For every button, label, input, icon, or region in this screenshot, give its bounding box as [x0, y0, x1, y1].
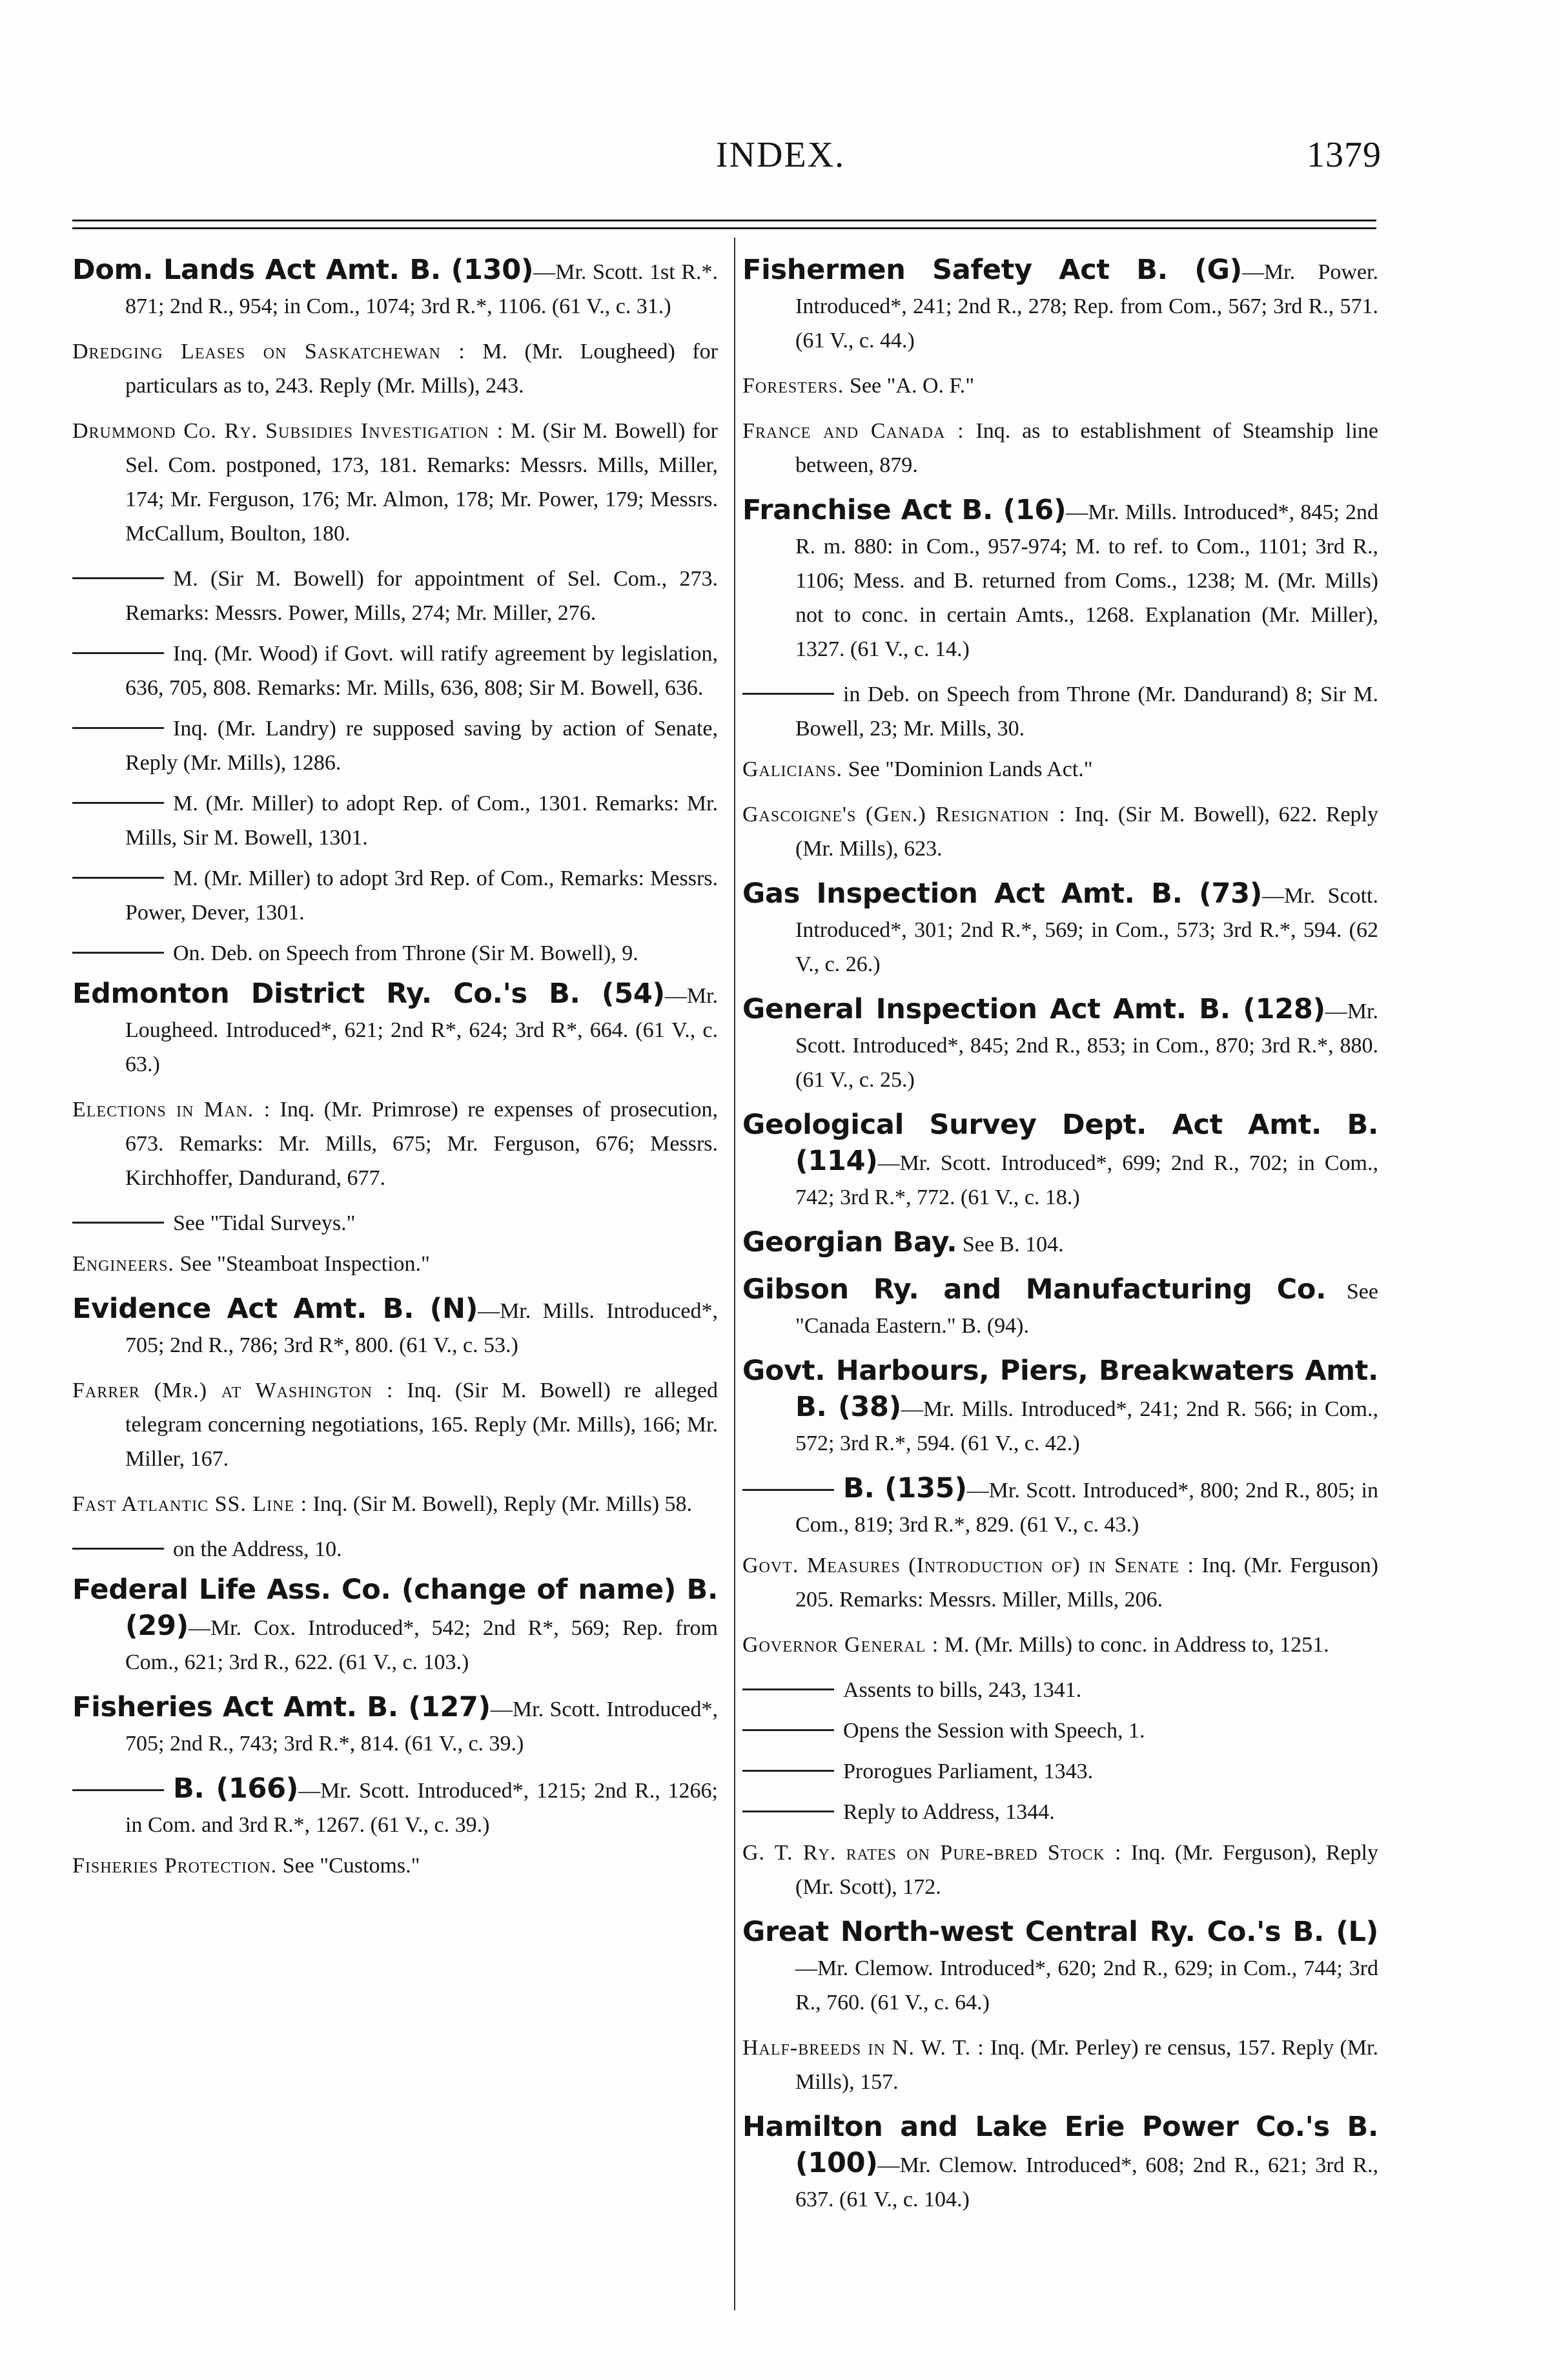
entry-text: Inq. (Mr. Primrose) re expenses of prosecution, 673. Remarks: Mr. Mills, 675; Mr. Ferguson, 676; Messrs. Kirchhoffer, Dandurand, 677.	[125, 1098, 718, 1190]
repeat-dash	[742, 1729, 834, 1731]
entry-text: See B. 104.	[957, 1233, 1064, 1257]
entry-text: —Mr. Mills. Introduced*, 705; 2nd R., 786; 3rd R*, 800. (61 V., c. 53.)	[125, 1299, 718, 1357]
entry-heading: Geological Survey Dept. Act Amt. B. (114)	[742, 1109, 1378, 1177]
repeat-dash	[72, 577, 164, 579]
repeat-dash	[72, 802, 164, 804]
index-entry	[742, 1273, 1378, 1343]
entry-text: —Mr. Scott. Introduced*, 705; 2nd R., 743; 3rd R.*, 814. (61 V., c. 39.)	[125, 1698, 718, 1756]
entry-text: Inq. (Mr. Landry) re supposed saving by action of Senate, Reply (Mr. Mills), 1286.	[125, 717, 718, 775]
header-rule-top	[72, 220, 1376, 221]
repeat-dash	[742, 1489, 834, 1491]
index-subentry	[72, 637, 718, 705]
entry-heading: Govt. Harbours, Piers, Breakwaters Amt. B. (38)	[742, 1355, 1378, 1423]
page-number: 1379	[1307, 135, 1382, 175]
entry-heading: Dredging Leases on Saskatchewan :	[72, 340, 465, 364]
entry-heading: Govt. Measures (Introduction of) in Senate :	[742, 1554, 1194, 1577]
index-entry	[742, 1548, 1378, 1617]
index-entry	[72, 1373, 718, 1476]
entry-text: —Mr. Clemow. Introduced*, 620; 2nd R., 629; in Com., 744; 3rd R., 760. (61 V., c. 64.)	[795, 1956, 1378, 2015]
entry-text: —Mr. Cox. Introduced*, 542; 2nd R*, 569; Rep. from Com., 621; 3rd R., 622. (61 V., c. 103.)	[125, 1616, 718, 1674]
entry-heading: Foresters.	[742, 374, 844, 398]
entry-text: —Mr. Mills. Introduced*, 845; 2nd R. m. 880: in Com., 957-974; M. to ref. to Com., 1101; 3rd R., 1106; Mess. and B. returned from Coms., 1238; M. (Mr. Mills) not to conc. in certain Amts., 1268. Explanation (Mr. Miller), 1327. (61 V., c. 14.)	[795, 500, 1378, 661]
index-subentry	[742, 1795, 1378, 1829]
entry-text: —Mr. Lougheed. Introduced*, 621; 2nd R*, 624; 3rd R*, 664. (61 V., c. 63.)	[125, 984, 718, 1076]
entry-text: M. (Sir M. Bowell) for Sel. Com. postponed, 173, 181. Remarks: Messrs. Mills, Miller, 174; Mr. Ferguson, 176; Mr. Almon, 178; Mr. Power, 179; Messrs. McCallum, Boulton, 180.	[125, 419, 718, 546]
entry-heading: Hamilton and Lake Erie Power Co.'s B. (100)	[742, 2111, 1378, 2179]
entry-heading: Half-breeds in N. W. T. :	[742, 2036, 985, 2060]
repeat-dash	[742, 693, 834, 695]
index-entry	[742, 1915, 1378, 2020]
entry-text: See "Tidal Surveys."	[173, 1211, 356, 1235]
index-entry	[72, 1247, 718, 1281]
entry-heading: Federal Life Ass. Co. (change of name) B. (29)	[72, 1574, 718, 1642]
index-entry	[742, 752, 1378, 786]
entry-heading: Governor General :	[742, 1633, 939, 1657]
entry-text: On. Deb. on Speech from Throne (Sir M. Bowell), 9.	[173, 941, 638, 965]
entry-text: See "A. O. F."	[844, 374, 975, 398]
index-subentry	[72, 1206, 718, 1240]
index-subentry	[742, 1673, 1378, 1707]
index-subentry	[742, 677, 1378, 746]
index-entry	[742, 1836, 1378, 1904]
entry-heading: G. T. Ry. rates on Pure-bred Stock :	[742, 1841, 1122, 1865]
index-entry	[72, 1487, 718, 1521]
repeat-dash	[72, 652, 164, 654]
entry-heading: Gibson Ry. and Manufacturing Co.	[742, 1273, 1327, 1306]
entry-text: Inq. (Mr. Ferguson) 205. Remarks: Messrs. Miller, Mills, 206.	[795, 1554, 1378, 1612]
index-entry	[72, 1093, 718, 1195]
entry-heading: Great North-west Central Ry. Co.'s B. (L)	[742, 1916, 1378, 1948]
entry-text: M. (Mr. Miller) to adopt Rep. of Com., 1301. Remarks: Mr. Mills, Sir M. Bowell, 1301.	[125, 792, 718, 850]
index-entry	[742, 877, 1378, 981]
index-entry	[742, 1628, 1378, 1662]
index-entry	[72, 253, 718, 323]
repeat-dash	[72, 727, 164, 729]
entry-text: Reply to Address, 1344.	[843, 1800, 1055, 1824]
index-subentry	[742, 1714, 1378, 1748]
index-column-right	[742, 253, 1378, 2319]
entry-text: —Mr. Scott. Introduced*, 699; 2nd R., 702; in Com., 742; 3rd R.*, 772. (61 V., c. 18.)	[795, 1151, 1378, 1209]
entry-heading: Fisheries Protection.	[72, 1854, 278, 1878]
index-column-left	[72, 253, 718, 2319]
entry-text: on the Address, 10.	[173, 1537, 342, 1561]
repeat-dash	[742, 1811, 834, 1812]
entry-text: Assents to bills, 243, 1341.	[843, 1678, 1082, 1702]
index-subentry	[72, 562, 718, 630]
index-entry	[742, 1226, 1378, 1262]
entry-text: M. (Mr. Miller) to adopt 3rd Rep. of Com., Remarks: Messrs. Power, Dever, 1301.	[125, 867, 718, 925]
entry-text: See "Canada Eastern." B. (94).	[795, 1280, 1378, 1338]
entry-heading: Evidence Act Amt. B. (N)	[72, 1293, 478, 1325]
entry-heading: B. (166)	[173, 1772, 299, 1805]
index-subentry	[72, 936, 718, 970]
entry-text: M. (Mr. Mills) to conc. in Address to, 1251.	[939, 1633, 1329, 1657]
repeat-dash	[742, 1688, 834, 1690]
index-subentry	[72, 1532, 718, 1566]
entry-heading: Elections in Man. :	[72, 1098, 271, 1122]
repeat-dash	[742, 1770, 834, 1772]
entry-heading: Fast Atlantic SS. Line :	[72, 1492, 308, 1516]
index-entry	[742, 797, 1378, 866]
entry-text: Inq. (Mr. Wood) if Govt. will ratify agreement by legislation, 636, 705, 808. Remarks: Mr. Mills, 636, 808; Sir M. Bowell, 636.	[125, 642, 718, 700]
index-subentry	[72, 786, 718, 855]
index-entry	[72, 1573, 718, 1679]
entry-heading: Franchise Act B. (16)	[742, 494, 1066, 526]
entry-heading: Farrer (Mr.) at Washington :	[72, 1379, 394, 1402]
entry-heading: Georgian Bay.	[742, 1226, 957, 1258]
entry-heading: B. (135)	[843, 1472, 967, 1504]
entry-text: Inq. (Sir M. Bowell) re alleged telegram concerning negotiations, 165. Reply (Mr. Mills), 166; Mr. Miller, 167.	[125, 1379, 718, 1471]
index-subentry	[72, 1772, 718, 1842]
entry-heading: Fisheries Act Amt. B. (127)	[72, 1691, 491, 1723]
index-entry	[742, 2031, 1378, 2099]
entry-text: —Mr. Power. Introduced*, 241; 2nd R., 278; Rep. from Com., 567; 3rd R., 571. (61 V., c. 44.)	[795, 260, 1378, 353]
index-entry	[72, 1690, 718, 1761]
index-entry	[72, 334, 718, 403]
entry-heading: Edmonton District Ry. Co.'s B. (54)	[72, 978, 665, 1010]
index-subentry	[742, 1754, 1378, 1789]
index-entry	[72, 1292, 718, 1362]
repeat-dash	[72, 952, 164, 954]
entry-heading: Fishermen Safety Act B. (G)	[742, 254, 1242, 286]
index-entry	[742, 253, 1378, 358]
entry-heading: Gascoigne's (Gen.) Resignation :	[742, 803, 1066, 826]
index-subentry	[72, 712, 718, 780]
index-entry	[742, 414, 1378, 482]
entry-text: in Deb. on Speech from Throne (Mr. Dandurand) 8; Sir M. Bowell, 23; Mr. Mills, 30.	[795, 682, 1378, 741]
index-subentry	[72, 861, 718, 930]
repeat-dash	[72, 1548, 164, 1550]
entry-text: See "Steamboat Inspection."	[174, 1252, 430, 1276]
entry-text: See "Dominion Lands Act."	[842, 757, 1093, 781]
index-entry	[72, 977, 718, 1082]
entry-heading: Dom. Lands Act Amt. B. (130)	[72, 254, 534, 286]
entry-text: —Mr. Scott. Introduced*, 301; 2nd R.*, 569; in Com., 573; 3rd R.*, 594. (62 V., c. 26.)	[795, 884, 1378, 976]
page-title: INDEX.	[715, 135, 846, 175]
entry-heading: Galicians.	[742, 757, 843, 781]
entry-text: See "Customs."	[277, 1854, 420, 1878]
column-divider	[734, 238, 735, 2310]
repeat-dash	[72, 877, 164, 879]
entry-text: Opens the Session with Speech, 1.	[843, 1719, 1145, 1743]
entry-text: —Mr. Scott. Introduced*, 1215; 2nd R., 1266; in Com. and 3rd R.*, 1267. (61 V., c. 39.)	[125, 1779, 718, 1837]
index-entry	[742, 2110, 1378, 2217]
entry-text: M. (Mr. Lougheed) for particulars as to, 243. Reply (Mr. Mills), 243.	[125, 340, 718, 398]
entry-heading: Gas Inspection Act Amt. B. (73)	[742, 877, 1263, 910]
header-rule-bottom	[72, 227, 1376, 229]
entry-text: Inq. as to establishment of Steamship line between, 879.	[795, 419, 1378, 477]
index-entry	[72, 414, 718, 551]
entry-text: M. (Sir M. Bowell) for appointment of Sel. Com., 273. Remarks: Messrs. Power, Mills, 274; Mr. Miller, 276.	[125, 567, 718, 625]
entry-text: —Mr. Clemow. Introduced*, 608; 2nd R., 621; 3rd R., 637. (61 V., c. 104.)	[795, 2153, 1378, 2211]
entry-text: Prorogues Parliament, 1343.	[843, 1759, 1094, 1783]
entry-text: —Mr. Scott. Introduced*, 800; 2nd R., 805; in Com., 819; 3rd R.*, 829. (61 V., c. 43.)	[795, 1479, 1378, 1537]
index-entry	[742, 493, 1378, 666]
entry-text: —Mr. Scott. 1st R.*. 871; 2nd R., 954; in Com., 1074; 3rd R.*, 1106. (61 V., c. 31.)	[125, 260, 718, 318]
index-entry	[72, 1849, 718, 1883]
index-entry	[742, 1108, 1378, 1215]
entry-text: Inq. (Sir M. Bowell), Reply (Mr. Mills) 58.	[307, 1492, 693, 1516]
entry-heading: Drummond Co. Ry. Subsidies Investigation :	[72, 419, 504, 443]
entry-text: —Mr. Mills. Introduced*, 241; 2nd R. 566; in Com., 572; 3rd R.*, 594. (61 V., c. 42.)	[795, 1397, 1378, 1455]
entry-heading: France and Canada :	[742, 419, 964, 443]
index-entry	[742, 1354, 1378, 1461]
index-subentry	[742, 1472, 1378, 1542]
entry-text: Inq. (Mr. Ferguson), Reply (Mr. Scott), 172.	[795, 1841, 1378, 1899]
entry-heading: Engineers.	[72, 1252, 174, 1276]
entry-text: Inq. (Sir M. Bowell), 622. Reply (Mr. Mills), 623.	[795, 803, 1378, 861]
entry-text: Inq. (Mr. Perley) re census, 157. Reply (Mr. Mills), 157.	[795, 2036, 1378, 2094]
page-header	[0, 134, 1561, 192]
repeat-dash	[72, 1222, 164, 1224]
index-entry	[742, 992, 1378, 1097]
repeat-dash	[72, 1789, 164, 1791]
entry-text: —Mr. Scott. Introduced*, 845; 2nd R., 853; in Com., 870; 3rd R.*, 880. (61 V., c. 25.)	[795, 1000, 1378, 1092]
index-entry	[742, 369, 1378, 403]
entry-heading: General Inspection Act Amt. B. (128)	[742, 993, 1325, 1025]
